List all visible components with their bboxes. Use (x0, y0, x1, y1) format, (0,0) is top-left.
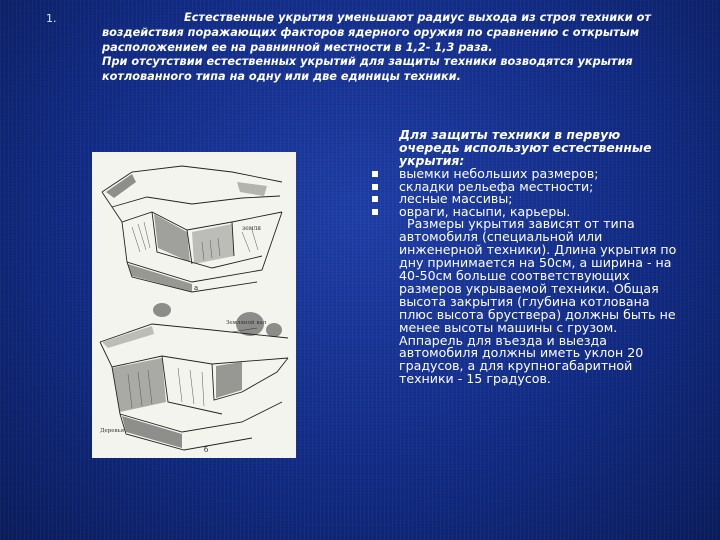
shelter-size-paragraph: Размеры укрытия зависят от типа автомобиля (специальной или инженерной техники). Длина укрытия по дну принимается на 50см, а ширина - на 40-50см больше соответствующих размеров укрываемой техники. Общая высота закрытия (глубина котлована плюс высота бруствера) должны быть не менее высоты машины с грузом. Аппарель для въезда и выезда автомобиля должны иметь уклон 20 градусов, а для крупногабаритной техники - 15 градусов. (399, 216, 677, 387)
slide-number: 1. (46, 12, 57, 25)
natural-cover-list (367, 168, 687, 218)
intro-paragraph-2: При отсутствии естественных укрытий для защиты техники возводятся укрытия котлованного типа на одну или две единицы техники. (102, 55, 633, 84)
list-item (367, 203, 687, 219)
list-item-label: складки рельефа местности; (399, 178, 594, 194)
list-item-label: лесные массивы; (399, 191, 513, 207)
label-b: б (204, 446, 209, 454)
trench-illustration (92, 152, 296, 458)
right-column (367, 128, 687, 386)
square-bullet-icon (372, 184, 378, 190)
square-bullet-icon (372, 196, 378, 202)
square-bullet-icon (372, 171, 378, 177)
square-bullet-icon (372, 209, 378, 215)
intro-paragraph-1: Естественные укрытия уменьшают радиус выхода из строя техники от воздействия поражающих факторов ядерного оружия по сравнению с открытым расположением ее на равнинной местности в 1,2- 1,3 раза. (102, 11, 651, 54)
list-item-label: овраги, насыпи, карьеры. (399, 203, 571, 219)
caption-bottom: Деревья (100, 428, 125, 434)
list-item-label: выемки небольших размеров; (399, 166, 599, 181)
intro-text (102, 11, 662, 85)
caption-top: земля (242, 225, 262, 232)
natural-cover-heading: Для защиты техники в первую очередь используют естественные укрытия: (399, 127, 652, 168)
trench-drawing (92, 152, 296, 458)
caption-mid: Земляной вал (226, 320, 267, 326)
label-a: а (194, 284, 199, 292)
